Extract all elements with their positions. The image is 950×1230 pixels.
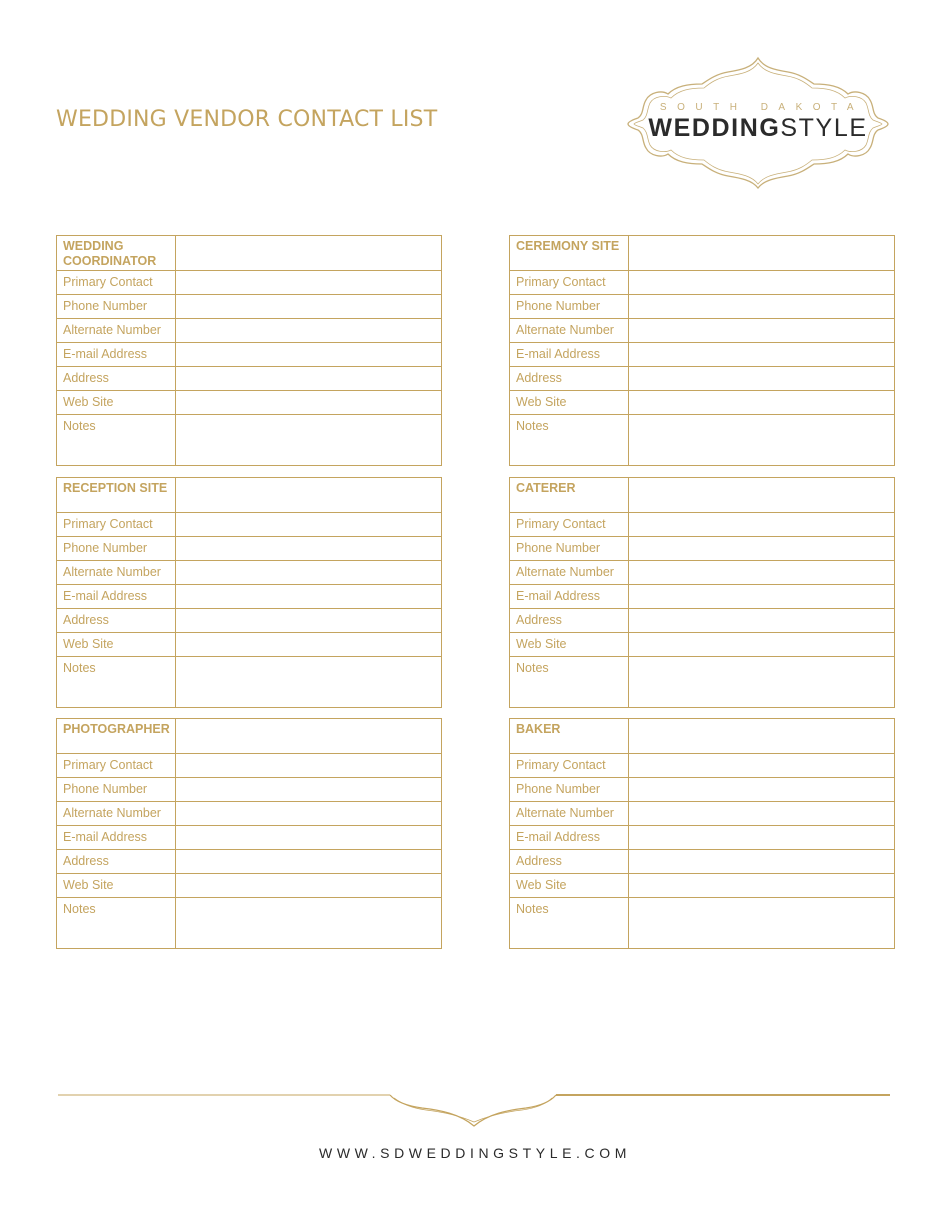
field-label: Phone Number [510, 537, 629, 561]
phone-number-field[interactable] [629, 778, 895, 802]
web-site-field[interactable] [176, 633, 442, 657]
field-label: Phone Number [57, 778, 176, 802]
field-label: Phone Number [510, 295, 629, 319]
vendor-table-wedding-coordinator [56, 235, 442, 466]
field-label: Web Site [57, 633, 176, 657]
page-title: WEDDING VENDOR CONTACT LIST [56, 107, 438, 132]
field-label: Primary Contact [57, 513, 176, 537]
field-label: Web Site [510, 874, 629, 898]
vendor-name: RECEPTION SITE [57, 478, 176, 513]
alternate-number-field[interactable] [629, 802, 895, 826]
address-field[interactable] [629, 367, 895, 391]
notes-field[interactable] [176, 898, 442, 949]
logo-top-line: SOUTH DAKOTA [659, 102, 865, 113]
address-field[interactable] [176, 850, 442, 874]
vendor-name-field[interactable] [629, 478, 895, 513]
field-label: Address [510, 367, 629, 391]
phone-number-field[interactable] [176, 537, 442, 561]
phone-number-field[interactable] [176, 295, 442, 319]
email-address-field[interactable] [176, 826, 442, 850]
field-label: Alternate Number [510, 802, 629, 826]
field-label: Notes [510, 898, 629, 949]
field-label: Alternate Number [57, 561, 176, 585]
field-label: Notes [57, 898, 176, 949]
field-label: Primary Contact [510, 754, 629, 778]
vendor-name: WEDDING COORDINATOR [57, 236, 176, 271]
vendor-table-ceremony-site [509, 235, 895, 466]
email-address-field[interactable] [176, 343, 442, 367]
field-label: Phone Number [57, 295, 176, 319]
vendor-name: CATERER [510, 478, 629, 513]
field-label: Notes [510, 657, 629, 708]
address-field[interactable] [629, 850, 895, 874]
vendor-name-field[interactable] [629, 236, 895, 271]
notes-field[interactable] [629, 898, 895, 949]
alternate-number-field[interactable] [176, 561, 442, 585]
vendor-name: CEREMONY SITE [510, 236, 629, 271]
web-site-field[interactable] [629, 874, 895, 898]
field-label: Address [57, 850, 176, 874]
notes-field[interactable] [176, 657, 442, 708]
field-label: Phone Number [57, 537, 176, 561]
vendor-name-field[interactable] [176, 236, 442, 271]
field-label: Phone Number [510, 778, 629, 802]
primary-contact-field[interactable] [176, 513, 442, 537]
footer-ornament-divider [56, 1084, 892, 1137]
field-label: Notes [57, 415, 176, 466]
alternate-number-field[interactable] [629, 561, 895, 585]
field-label: Address [510, 609, 629, 633]
notes-field[interactable] [629, 415, 895, 466]
field-label: E-mail Address [510, 585, 629, 609]
field-label: Web Site [57, 874, 176, 898]
email-address-field[interactable] [629, 585, 895, 609]
phone-number-field[interactable] [629, 537, 895, 561]
logo-wordmark-light: STYLE [780, 114, 868, 142]
field-label: E-mail Address [510, 343, 629, 367]
alternate-number-field[interactable] [629, 319, 895, 343]
field-label: Address [57, 367, 176, 391]
sd-wedding-style-logo [624, 54, 892, 190]
primary-contact-field[interactable] [176, 754, 442, 778]
vendor-name-field[interactable] [629, 719, 895, 754]
phone-number-field[interactable] [629, 295, 895, 319]
field-label: Primary Contact [57, 271, 176, 295]
address-field[interactable] [176, 367, 442, 391]
vendor-table-caterer [509, 477, 895, 708]
field-label: Alternate Number [57, 802, 176, 826]
field-label: Web Site [510, 633, 629, 657]
field-label: E-mail Address [57, 585, 176, 609]
vendor-name-field[interactable] [176, 478, 442, 513]
vendor-name: BAKER [510, 719, 629, 754]
primary-contact-field[interactable] [176, 271, 442, 295]
vendor-table-reception-site [56, 477, 442, 708]
field-label: Web Site [510, 391, 629, 415]
notes-field[interactable] [176, 415, 442, 466]
ornament-divider-icon [56, 1084, 892, 1132]
field-label: E-mail Address [510, 826, 629, 850]
field-label: Notes [57, 657, 176, 708]
footer-website-url[interactable]: WWW.SDWEDDINGSTYLE.COM [319, 1145, 631, 1161]
field-label: Notes [510, 415, 629, 466]
address-field[interactable] [629, 609, 895, 633]
vendor-name-field[interactable] [176, 719, 442, 754]
field-label: Address [510, 850, 629, 874]
primary-contact-field[interactable] [629, 271, 895, 295]
vendor-name: PHOTOGRAPHER [57, 719, 176, 754]
field-label: Alternate Number [510, 319, 629, 343]
email-address-field[interactable] [629, 343, 895, 367]
logo-wordmark-bold: WEDDING [648, 114, 781, 142]
web-site-field[interactable] [629, 633, 895, 657]
alternate-number-field[interactable] [176, 319, 442, 343]
field-label: Alternate Number [57, 319, 176, 343]
web-site-field[interactable] [629, 391, 895, 415]
field-label: Primary Contact [510, 271, 629, 295]
vendor-table-baker [509, 718, 895, 949]
web-site-field[interactable] [176, 874, 442, 898]
phone-number-field[interactable] [176, 778, 442, 802]
alternate-number-field[interactable] [176, 802, 442, 826]
field-label: Alternate Number [510, 561, 629, 585]
field-label: Primary Contact [510, 513, 629, 537]
vendor-table-photographer [56, 718, 442, 949]
logo-wordmark [624, 114, 892, 143]
web-site-field[interactable] [176, 391, 442, 415]
field-label: Web Site [57, 391, 176, 415]
address-field[interactable] [176, 609, 442, 633]
field-label: Primary Contact [57, 754, 176, 778]
primary-contact-field[interactable] [629, 754, 895, 778]
email-address-field[interactable] [176, 585, 442, 609]
notes-field[interactable] [629, 657, 895, 708]
field-label: Address [57, 609, 176, 633]
field-label: E-mail Address [57, 826, 176, 850]
email-address-field[interactable] [629, 826, 895, 850]
primary-contact-field[interactable] [629, 513, 895, 537]
field-label: E-mail Address [57, 343, 176, 367]
